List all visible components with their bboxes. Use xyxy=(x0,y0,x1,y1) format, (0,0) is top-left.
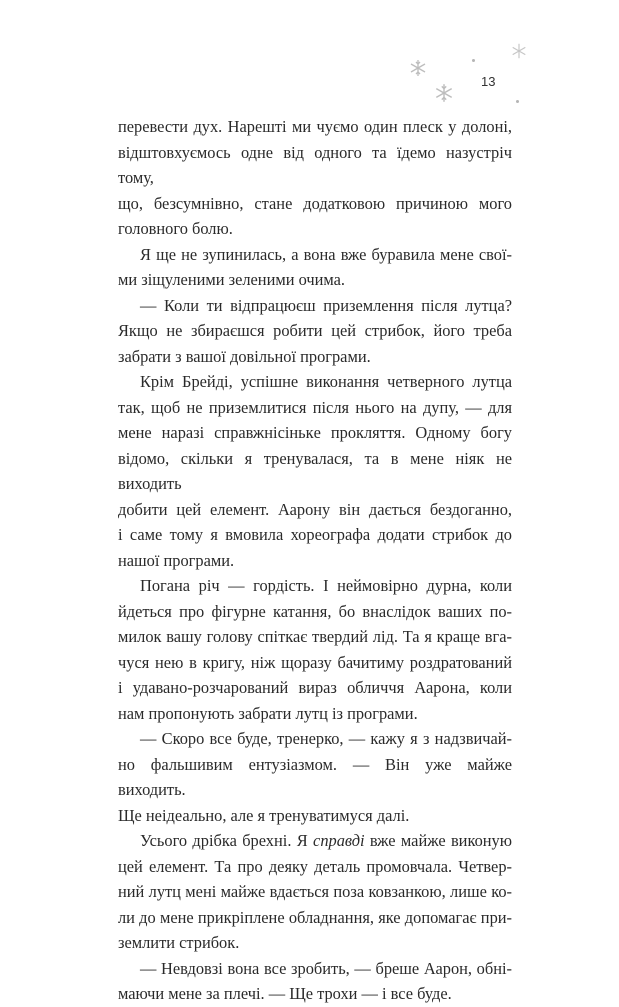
emphasis-word: справді xyxy=(313,831,365,850)
paragraph xyxy=(118,956,512,982)
text-line: мене наразі справжнісінькe прокляття. Одному богу xyxy=(118,423,512,442)
text-line: так, щоб не приземлитися після нього на дупу, — для xyxy=(118,397,512,417)
text-line: нашої програми. xyxy=(118,550,235,570)
text-line: но фальшивим ентузіазмом. — Він уже майже виходить. xyxy=(118,754,512,799)
text-run: вже майже виконую xyxy=(364,831,512,850)
snowflake-icon xyxy=(433,82,455,104)
snowflake-icon xyxy=(510,42,528,60)
paragraph xyxy=(118,344,512,370)
text-line: цей елемент. Та про деяку деталь промовчала. Четвер- xyxy=(118,856,512,876)
text-line: ми зіщуленими зеленими очима. xyxy=(118,270,346,289)
text-line: — Невдовзі вона все зробить, — бреше Аарон, обні- xyxy=(140,958,512,978)
text-line: перевести дух. Нарешті ми чуємо один плеск у долоні, xyxy=(118,117,512,136)
text-line: чуся нею в кригу, ніж щоразу бачитиму роздратований xyxy=(118,652,512,672)
text-line: милок вашу голову спіткає твердий лід. Та я краще вга- xyxy=(118,627,512,646)
text-line: нам пропонують забрати лутц із програми. xyxy=(118,703,418,723)
text-line xyxy=(118,828,512,854)
paragraph xyxy=(118,854,512,931)
text-line: маючи мене за плечі. — Ще трохи — і все буде. xyxy=(118,984,452,1003)
paragraph xyxy=(118,216,512,242)
text-line: добити цей елемент. Аарону він дається бездоганно, xyxy=(118,499,512,519)
text-line: йдеться про фігурне катання, бо внаслідок ваших по- xyxy=(118,601,512,621)
text-line: головного болю. xyxy=(118,219,233,238)
page-number: 13 xyxy=(481,74,496,89)
paragraph xyxy=(118,828,512,854)
text-line: — Скоро все буде, тренерко, — кажу я з надзвичай- xyxy=(140,729,512,748)
text-line: забрати з вашої довільної програми. xyxy=(118,346,371,366)
text-line: і удавано-розчарований вираз обличчя Аарона, коли xyxy=(118,678,512,697)
text-line: Ще неідеально, але я тренуватимуся далі. xyxy=(118,805,410,825)
paragraph xyxy=(118,573,512,599)
paragraph xyxy=(118,395,512,548)
text-line: — Коли ти відпрацюєш приземлення після лутца? xyxy=(140,295,512,315)
paragraph xyxy=(118,293,512,319)
snowflake-icon xyxy=(408,58,428,78)
text-line: що, безсумнівно, стане додатковою причиною мого xyxy=(118,193,512,213)
snow-dot xyxy=(472,59,475,62)
paragraph xyxy=(118,752,512,803)
snow-dot xyxy=(516,100,519,103)
text-line: Погана річ — гордість. І неймовірно дурна, коли xyxy=(140,576,512,595)
text-line: Я ще не зупинилась, а вона вже буравила мене свої- xyxy=(140,244,512,264)
paragraph xyxy=(118,701,512,727)
paragraph xyxy=(118,548,512,574)
text-line: відомо, скільки я тренувалася, та в мене ніяк не виходить xyxy=(118,448,512,493)
text-line: ли до мене прикріплене обладнання, яке допомагає при- xyxy=(118,907,512,927)
text-line: землити стрибок. xyxy=(118,933,240,952)
paragraph xyxy=(118,981,512,1007)
paragraph xyxy=(118,369,512,395)
text-line: Крім Брейді, успішне виконання четверного лутца xyxy=(140,372,512,391)
text-run: Усього дрібка брехні. Я xyxy=(140,831,314,850)
paragraph xyxy=(118,318,512,344)
paragraph xyxy=(118,599,512,701)
text-line: відштовхуємось одне від одного та їдемо назустріч тому, xyxy=(118,142,512,187)
paragraph xyxy=(118,114,512,216)
body-text xyxy=(118,114,512,1007)
paragraph xyxy=(118,267,512,293)
paragraph xyxy=(118,803,512,829)
text-line: ний лутц мені майже вдається поза ковзанкою, лише ко- xyxy=(118,882,512,901)
text-line: і саме тому я вмовила хореографа додати стрибок до xyxy=(118,525,512,544)
paragraph xyxy=(118,930,512,956)
text-line: Якщо не збираєшся робити цей стрибок, його треба xyxy=(118,321,512,340)
paragraph xyxy=(118,726,512,752)
paragraph xyxy=(118,242,512,268)
